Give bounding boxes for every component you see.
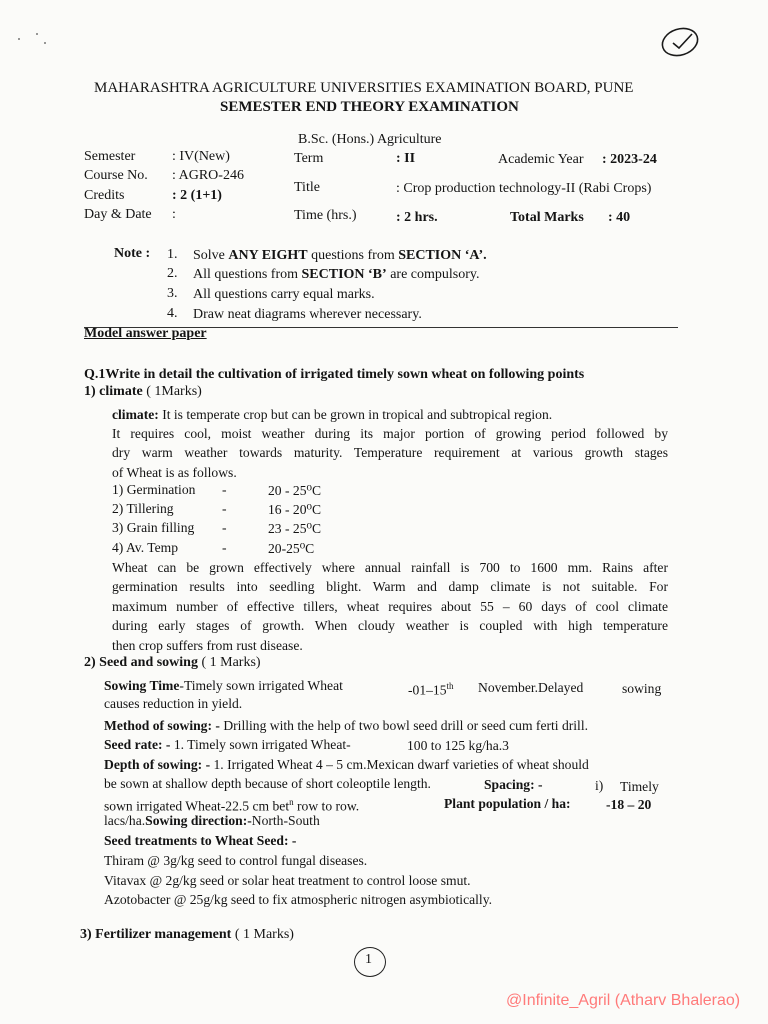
section-3-heading: 3) Fertilizer management ( 1 Marks) bbox=[80, 927, 294, 942]
scan-speck bbox=[36, 33, 38, 35]
depth-line-3: sown irrigated Wheat-22.5 cm bet$^n$ row to row. bbox=[104, 797, 360, 814]
time-label: Time (hrs.) bbox=[294, 208, 357, 223]
note-2: All questions from SECTION ‘B’ are compulsory. bbox=[193, 267, 480, 282]
note-4: Draw neat diagrams wherever necessary. bbox=[193, 307, 422, 322]
stage-name: 3) Grain filling bbox=[112, 520, 195, 535]
spacing-timely: Timely bbox=[620, 779, 659, 794]
date-label: Day & Date bbox=[84, 207, 152, 222]
note-1-number: 1. bbox=[167, 247, 178, 262]
climate-intro: climate: It is temperate crop but can be grown in tropical and subtropical region. bbox=[112, 407, 553, 422]
stage-dash: - bbox=[222, 482, 227, 497]
semester-value: : IV(New) bbox=[172, 149, 230, 164]
stage-temperature: 20 - 25⁰C bbox=[268, 483, 322, 498]
section-1-heading: 1) climate ( 1Marks) bbox=[84, 384, 202, 399]
semester-label: Semester bbox=[84, 149, 136, 164]
paragraph-line: during early stages of growth. When cloudy weather is coupled with high temperature bbox=[112, 618, 668, 634]
paragraph-line: It requires cool, moist weather during its major portion of growing period followed by bbox=[112, 426, 668, 441]
paragraph-line: of Wheat is as follows. bbox=[112, 464, 237, 480]
course-value: : AGRO-246 bbox=[172, 168, 244, 183]
paragraph-line: then crop suffers from rust disease. bbox=[112, 637, 303, 653]
rainfall-paragraph bbox=[112, 558, 668, 655]
title-label: Title bbox=[294, 180, 320, 195]
note-label: Note : bbox=[114, 246, 151, 261]
total-marks-value: : 40 bbox=[608, 210, 631, 225]
stage-dash: - bbox=[222, 520, 227, 535]
stage-temperature: 23 - 25⁰C bbox=[268, 521, 322, 536]
seed-treatment-item: Azotobacter @ 25g/kg seed to fix atmospheric nitrogen asymbiotically. bbox=[104, 892, 493, 907]
question-1-heading: Q.1Write in detail the cultivation of irrigated timely sown wheat on following points bbox=[84, 367, 585, 382]
sowing-time-month: November.Delayed bbox=[478, 680, 584, 695]
sowing-direction: lacs/ha.Sowing direction:-North-South bbox=[104, 813, 320, 828]
date-value: : bbox=[172, 207, 176, 222]
stage-dash: - bbox=[222, 501, 227, 516]
paragraph-line: maximum number of effective tillers, wheat requires about 55 – 60 days of cool climate bbox=[112, 598, 668, 614]
stage-name: 1) Germination bbox=[112, 482, 196, 497]
watermark: @Infinite_Agril (Atharv Bhalerao) bbox=[506, 992, 741, 1009]
credits-label: Credits bbox=[84, 188, 125, 203]
title-value: : Crop production technology-II (Rabi Crops) bbox=[396, 181, 652, 196]
note-2-number: 2. bbox=[167, 266, 178, 281]
seed-rate-value: 100 to 125 kg/ha.3 bbox=[407, 738, 509, 753]
term-value: : II bbox=[396, 151, 416, 166]
climate-requirement-paragraph bbox=[112, 424, 668, 482]
seed-rate: Seed rate: - 1. Timely sown irrigated Wheat- bbox=[104, 737, 351, 752]
degree-name: B.Sc. (Hons.) Agriculture bbox=[298, 132, 442, 147]
course-label: Course No. bbox=[84, 168, 148, 183]
sowing-time-line-2: causes reduction in yield. bbox=[104, 696, 243, 711]
checkmark-icon bbox=[660, 22, 704, 60]
academic-year-label: Academic Year bbox=[498, 152, 584, 167]
academic-year-value: : 2023-24 bbox=[602, 152, 657, 167]
spacing-item: i) bbox=[595, 778, 604, 793]
plant-population-value: -18 – 20 bbox=[606, 797, 652, 812]
paragraph-line: dry warm weather towards maturity. Temperature requirement at various growth stages bbox=[112, 445, 668, 461]
depth-of-sowing: Depth of sowing: - 1. Irrigated Wheat 4 – 5 cm.Mexican dwarf varieties of wheat should bbox=[104, 757, 589, 772]
exam-title: SEMESTER END THEORY EXAMINATION bbox=[220, 99, 519, 115]
method-of-sowing: Method of sowing: - Drilling with the help of two bowl seed drill or seed cum ferti drill. bbox=[104, 718, 589, 733]
stage-temperature: 20-25⁰C bbox=[268, 541, 315, 556]
time-value: : 2 hrs. bbox=[396, 210, 438, 225]
total-marks-label: Total Marks bbox=[510, 210, 584, 225]
seed-treatment-item: Thiram @ 3g/kg seed to control fungal diseases. bbox=[104, 853, 368, 868]
paragraph-line: germination results into seedling blight. Warm and damp climate is not suitable. For bbox=[112, 579, 668, 595]
page-number: 1 bbox=[365, 952, 372, 967]
note-1: Solve ANY EIGHT questions from SECTION ‘A’. bbox=[193, 248, 487, 263]
spacing-label: Spacing: - bbox=[484, 777, 543, 792]
scan-speck bbox=[44, 42, 46, 44]
plant-population-label: Plant population / ha: bbox=[444, 796, 571, 811]
stage-name: 4) Av. Temp bbox=[112, 540, 179, 555]
sowing-time-end: sowing bbox=[622, 681, 662, 696]
section-2-heading: 2) Seed and sowing ( 1 Marks) bbox=[84, 655, 261, 670]
paragraph-line: Wheat can be grown effectively where annual rainfall is 700 to 1600 mm. Rains after bbox=[112, 560, 668, 575]
note-3: All questions carry equal marks. bbox=[193, 287, 375, 302]
note-3-number: 3. bbox=[167, 286, 178, 301]
scan-speck bbox=[18, 38, 20, 40]
stage-dash: - bbox=[222, 540, 227, 555]
seed-treatment-item: Vitavax @ 2g/kg seed or solar heat treatment to control loose smut. bbox=[104, 873, 471, 888]
model-answer-heading: Model answer paper bbox=[84, 326, 207, 341]
note-4-number: 4. bbox=[167, 306, 178, 321]
depth-line-2: be sown at shallow depth because of short coleoptile length. bbox=[104, 776, 431, 791]
stage-name: 2) Tillering bbox=[112, 501, 174, 516]
board-title: MAHARASHTRA AGRICULTURE UNIVERSITIES EXAMINATION BOARD, PUNE bbox=[94, 80, 634, 96]
credits-value: : 2 (1+1) bbox=[172, 188, 222, 203]
term-label: Term bbox=[294, 151, 324, 166]
sowing-time-date: -01–15th bbox=[408, 681, 454, 698]
stage-temperature: 16 - 20⁰C bbox=[268, 502, 322, 517]
seed-treatment-heading: Seed treatments to Wheat Seed: - bbox=[104, 833, 297, 848]
sowing-time: Sowing Time-Timely sown irrigated Wheat bbox=[104, 678, 343, 693]
